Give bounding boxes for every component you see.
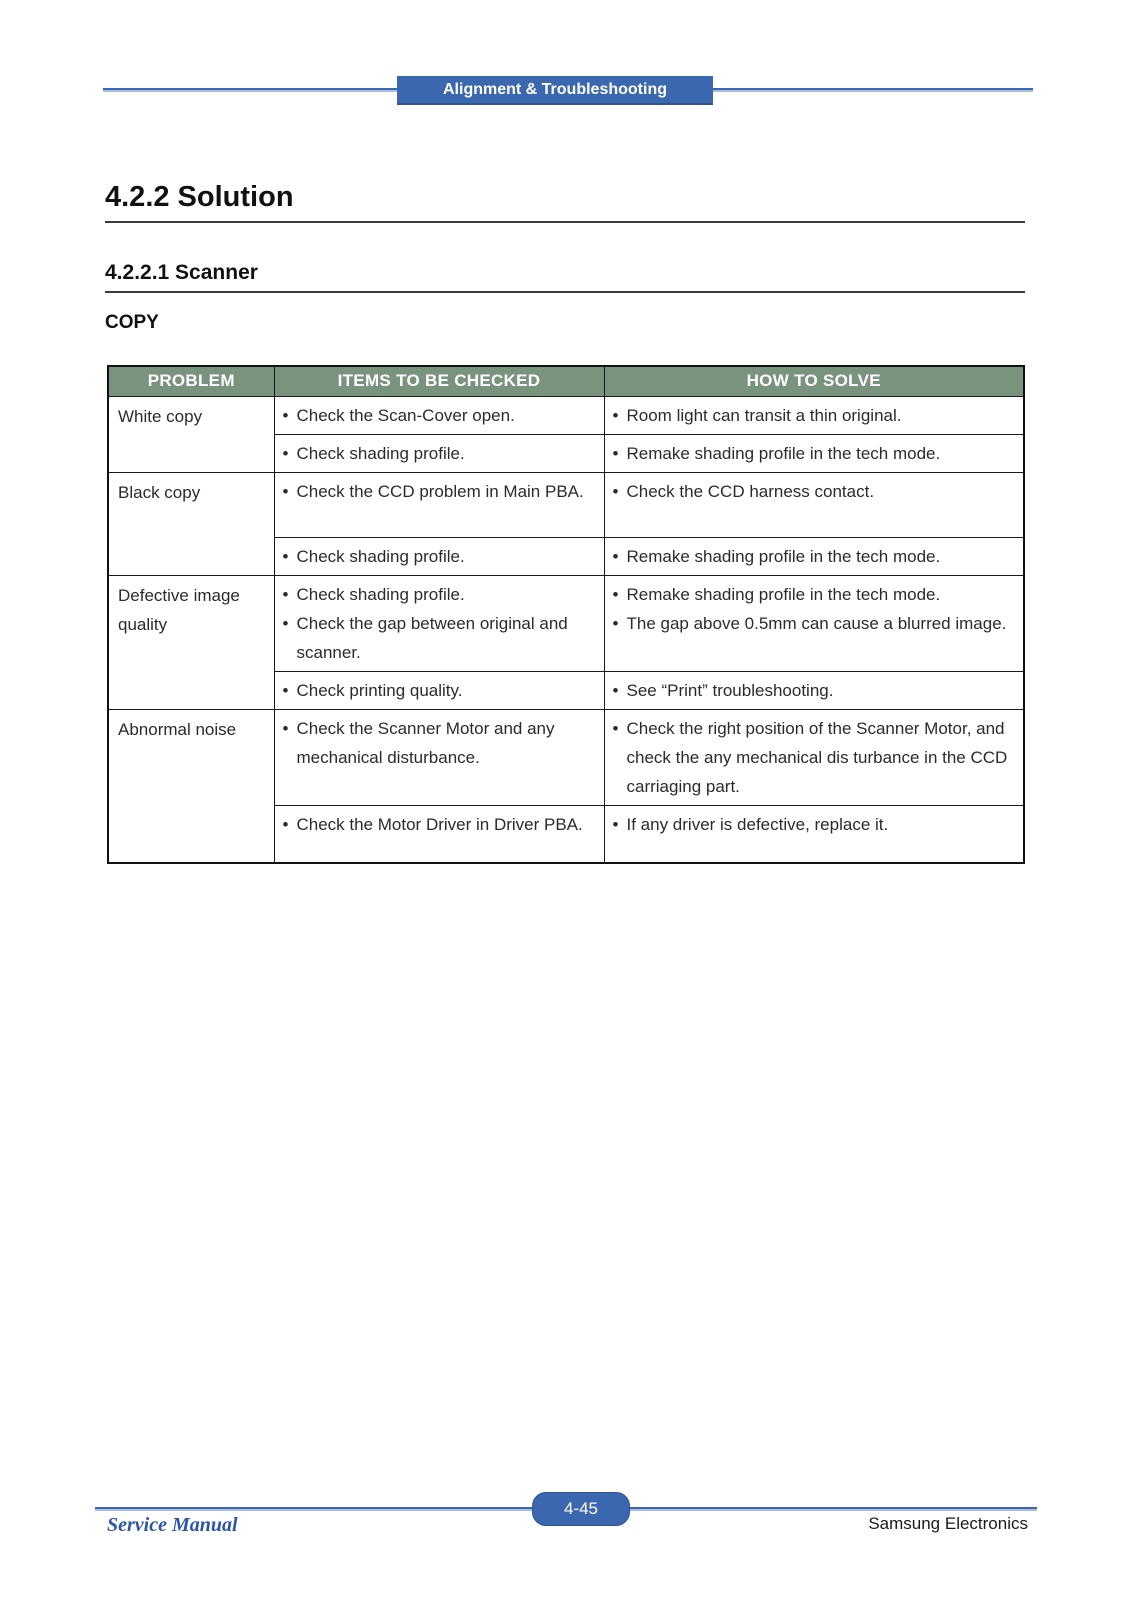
items-cell <box>274 537 604 575</box>
bullet-item: • Check the gap between original and scanner. <box>283 609 598 667</box>
items-cell <box>274 434 604 472</box>
bullet-icon <box>283 439 297 468</box>
problem-cell: Defective image quality <box>108 575 274 709</box>
footer-company: Samsung Electronics <box>868 1514 1028 1533</box>
items-cell <box>274 671 604 709</box>
page-number: 4-45 <box>563 1499 599 1518</box>
col-header-items: ITEMS TO BE CHECKED <box>274 366 604 396</box>
bullet-item: • Check shading profile. <box>283 580 598 609</box>
items-cell <box>274 805 604 863</box>
bullet-item: • Remake shading profile in the tech mode. <box>613 542 1018 571</box>
footer-service-manual: Service Manual <box>107 1514 238 1536</box>
items-cell <box>274 396 604 434</box>
page-number-badge <box>532 1492 630 1526</box>
bullet-item: • Check the Scan-Cover open. <box>283 401 598 430</box>
bullet-icon <box>613 477 627 506</box>
items-cell <box>274 709 604 805</box>
table-header-row <box>108 366 1024 396</box>
table-row <box>108 575 1024 671</box>
solve-cell <box>604 472 1024 537</box>
bullet-icon <box>613 401 627 430</box>
solve-cell <box>604 396 1024 434</box>
bullet-item: • Check the CCD problem in Main PBA. <box>283 477 598 506</box>
section-heading: 4.2.2 Solution <box>105 181 1025 223</box>
solve-cell <box>604 671 1024 709</box>
solve-cell <box>604 537 1024 575</box>
bullet-item: • Check shading profile. <box>283 542 598 571</box>
subsection-heading: 4.2.2.1 Scanner <box>105 261 1025 293</box>
bullet-icon <box>283 401 297 430</box>
bullet-item: • Check the Motor Driver in Driver PBA. <box>283 810 598 839</box>
bullet-item: • Check the right position of the Scanner Motor, and check the any mechanical dis turbance in the CCD carriaging part. <box>613 714 1018 801</box>
bullet-icon <box>613 810 627 839</box>
solve-cell <box>604 575 1024 671</box>
bullet-item: • Remake shading profile in the tech mode. <box>613 439 1018 468</box>
bullet-item: • Check printing quality. <box>283 676 598 705</box>
bullet-icon <box>283 810 297 839</box>
bullet-icon <box>613 714 627 801</box>
block-label: COPY <box>105 312 159 333</box>
items-cell <box>274 472 604 537</box>
bullet-item: • See “Print” troubleshooting. <box>613 676 1018 705</box>
problem-cell: Abnormal noise <box>108 709 274 863</box>
bullet-icon <box>283 580 297 609</box>
col-header-problem: PROBLEM <box>108 366 274 396</box>
header-banner-title: Alignment & Troubleshooting <box>443 80 667 98</box>
solve-cell <box>604 709 1024 805</box>
bullet-item: • If any driver is defective, replace it. <box>613 810 1018 839</box>
bullet-item: • Room light can transit a thin original. <box>613 401 1018 430</box>
troubleshooting-table <box>107 365 1025 864</box>
bullet-icon <box>613 609 627 638</box>
items-cell <box>274 575 604 671</box>
solve-cell <box>604 434 1024 472</box>
bullet-icon <box>613 580 627 609</box>
problem-cell: White copy <box>108 396 274 472</box>
bullet-icon <box>283 542 297 571</box>
table-row <box>108 709 1024 805</box>
header-banner <box>397 76 713 105</box>
bullet-item: • Check shading profile. <box>283 439 598 468</box>
bullet-icon <box>283 477 297 506</box>
problem-cell: Black copy <box>108 472 274 575</box>
bullet-icon <box>613 676 627 705</box>
bullet-icon <box>283 676 297 705</box>
bullet-item: • The gap above 0.5mm can cause a blurred image. <box>613 609 1018 638</box>
bullet-icon <box>283 714 297 772</box>
solve-cell <box>604 805 1024 863</box>
bullet-icon <box>613 542 627 571</box>
bullet-item: • Remake shading profile in the tech mode. <box>613 580 1018 609</box>
bullet-icon <box>613 439 627 468</box>
bullet-icon <box>283 609 297 667</box>
bullet-item: • Check the Scanner Motor and any mechanical disturbance. <box>283 714 598 772</box>
table-row <box>108 396 1024 434</box>
bullet-item: • Check the CCD harness contact. <box>613 477 1018 506</box>
table-row <box>108 472 1024 537</box>
col-header-solve: HOW TO SOLVE <box>604 366 1024 396</box>
